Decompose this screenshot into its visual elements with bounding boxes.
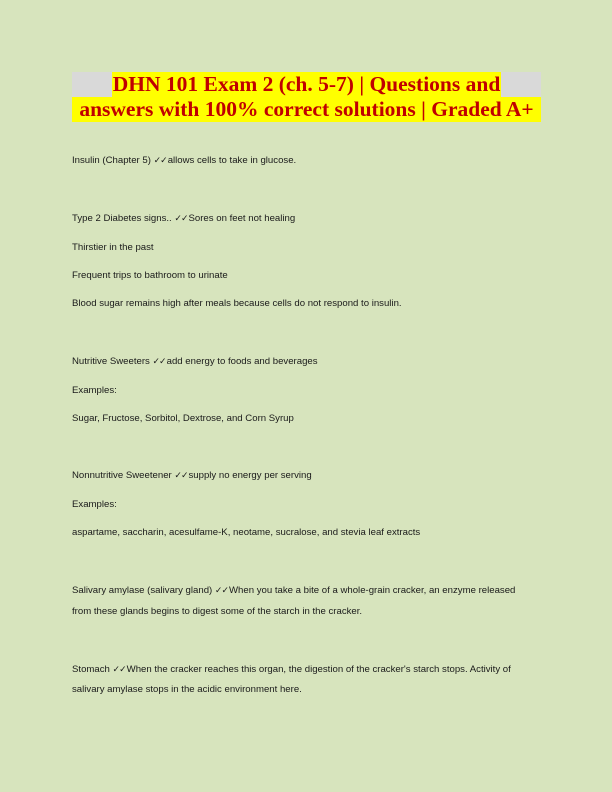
document-title	[72, 72, 541, 122]
entry-line: aspartame, saccharin, acesulfame-K, neotame, sucralose, and stevia leaf extracts	[72, 527, 421, 538]
double-check-icon: ✓✓	[174, 471, 188, 481]
entry-term: Nutritive Sweeters	[72, 356, 150, 367]
entry-line: Examples:	[72, 385, 117, 396]
entry-line: Examples:	[72, 499, 117, 510]
entry-line: salivary amylase stops in the acidic environment here.	[72, 684, 302, 695]
entry-answer: When you take a bite of a whole-grain cracker, an enzyme released	[229, 585, 516, 596]
entry-line: Thirstier in the past	[72, 242, 154, 253]
qa-entry-nonnutritive-sweetener	[72, 470, 312, 482]
title-line-2-text: answers with 100% correct solutions | Graded A+	[72, 97, 541, 122]
double-check-icon: ✓✓	[153, 156, 167, 166]
entry-term: Stomach	[72, 664, 110, 675]
entry-term: Type 2 Diabetes signs..	[72, 213, 172, 224]
qa-entry-nutritive-sweeteners	[72, 356, 318, 368]
entry-line: Frequent trips to bathroom to urinate	[72, 270, 228, 281]
title-line-2	[72, 97, 541, 122]
entry-answer: add energy to foods and beverages	[166, 356, 318, 367]
entry-answer: When the cracker reaches this organ, the digestion of the cracker's starch stops. Activity of	[126, 664, 511, 675]
entry-line: Blood sugar remains high after meals because cells do not respond to insulin.	[72, 298, 402, 309]
title-line-1	[72, 72, 541, 97]
qa-entry-salivary-amylase	[72, 585, 515, 597]
double-check-icon: ✓✓	[214, 586, 228, 596]
double-check-icon: ✓✓	[174, 214, 188, 224]
qa-entry-type2-diabetes	[72, 213, 295, 225]
entry-line: from these glands begins to digest some of the starch in the cracker.	[72, 606, 363, 617]
double-check-icon: ✓✓	[152, 357, 166, 367]
entry-term: Nonnutritive Sweetener	[72, 470, 172, 481]
entry-term: Salivary amylase (salivary gland)	[72, 585, 213, 596]
entry-line: Sugar, Fructose, Sorbitol, Dextrose, and Corn Syrup	[72, 413, 294, 424]
double-check-icon: ✓✓	[112, 665, 126, 675]
qa-entry-stomach	[72, 664, 511, 676]
qa-entry-insulin	[72, 155, 296, 167]
entry-answer: allows cells to take in glucose.	[167, 155, 297, 166]
title-line-1-text: DHN 101 Exam 2 (ch. 5-7) | Questions and	[112, 72, 501, 96]
entry-answer: supply no energy per serving	[188, 470, 312, 481]
entry-answer: Sores on feet not healing	[188, 213, 296, 224]
entry-term: Insulin (Chapter 5)	[72, 155, 151, 166]
